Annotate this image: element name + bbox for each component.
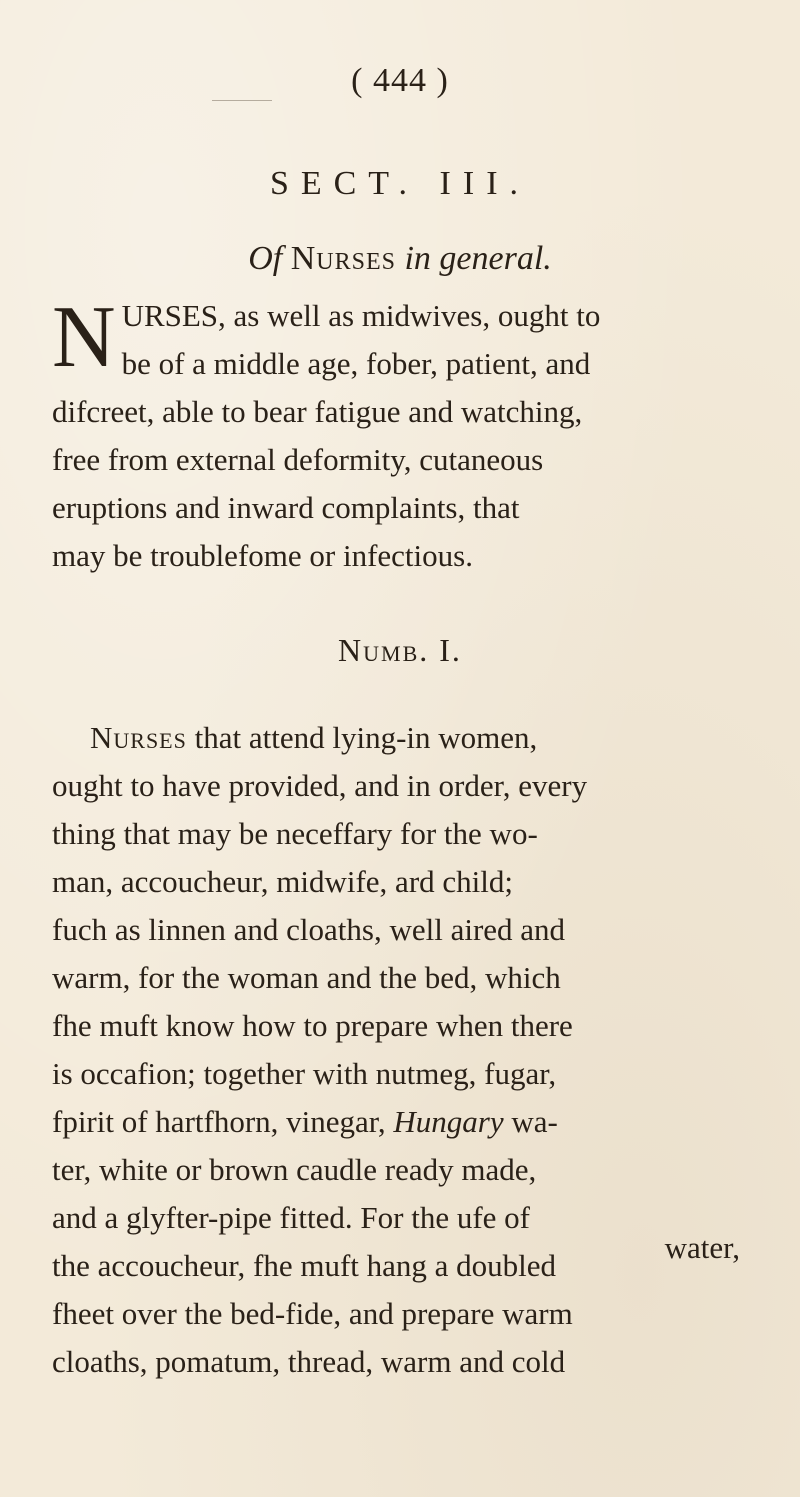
text-line: warm, for the woman and the bed, which [52,960,561,995]
text-line: fheet over the bed-fide, and prepare warm [52,1296,573,1331]
text-fragment: wa- [503,1104,558,1139]
text-line: difcreet, able to bear fatigue and watching, [52,394,583,429]
text-line [52,1098,752,1146]
text-line: man, accoucheur, midwife, ard child; [52,864,513,899]
section-title-prefix: Of [248,240,283,277]
text-line: ought to have provided, and in order, every [52,768,588,803]
text-line [52,714,752,762]
lead-word: Nurses [90,720,187,755]
text-line: the accoucheur, fhe muft hang a doubled [52,1248,557,1283]
text-line: cloaths, pomatum, thread, warm and cold [52,1344,566,1379]
header-rule [212,100,272,101]
text-line: thing that may be neceffary for the wo- [52,816,538,851]
subsection-label: Numb. I. [338,632,462,668]
text-fragment: that attend lying-in women, [186,720,538,755]
section-title [0,240,800,278]
catchword: water, [664,1230,740,1265]
text-line: eruptions and inward complaints, that [52,490,520,525]
paragraph-nurses-general [52,289,752,580]
text-line: ter, white or brown caudle ready made, [52,1152,537,1187]
section-title-main: Nurses [290,240,396,277]
italic-word: Hungary [393,1104,504,1139]
text-line: free from external deformity, cutaneous [52,442,544,477]
section-title-suffix: in general. [404,240,552,277]
text-line: be of a middle age, fober, patient, and [121,346,591,381]
drop-cap: N [52,289,116,386]
section-heading: SECT. III. [269,165,531,202]
text-fragment: fpirit of hartfhorn, vinegar, [52,1104,394,1139]
text-line: URSES, as well as midwives, ought to [121,298,601,333]
text-line: fuch as linnen and cloaths, well aired and [52,912,566,947]
text-line: fhe muft know how to prepare when there [52,1008,573,1043]
page-number: ( 444 ) [351,62,449,99]
text-line: and a glyfter-pipe fitted. For the ufe of [52,1200,530,1235]
text-line: may be troublefome or infectious. [52,538,473,573]
text-line: is occafion; together with nutmeg, fugar, [52,1056,557,1091]
paragraph-numb-one [52,714,752,1386]
